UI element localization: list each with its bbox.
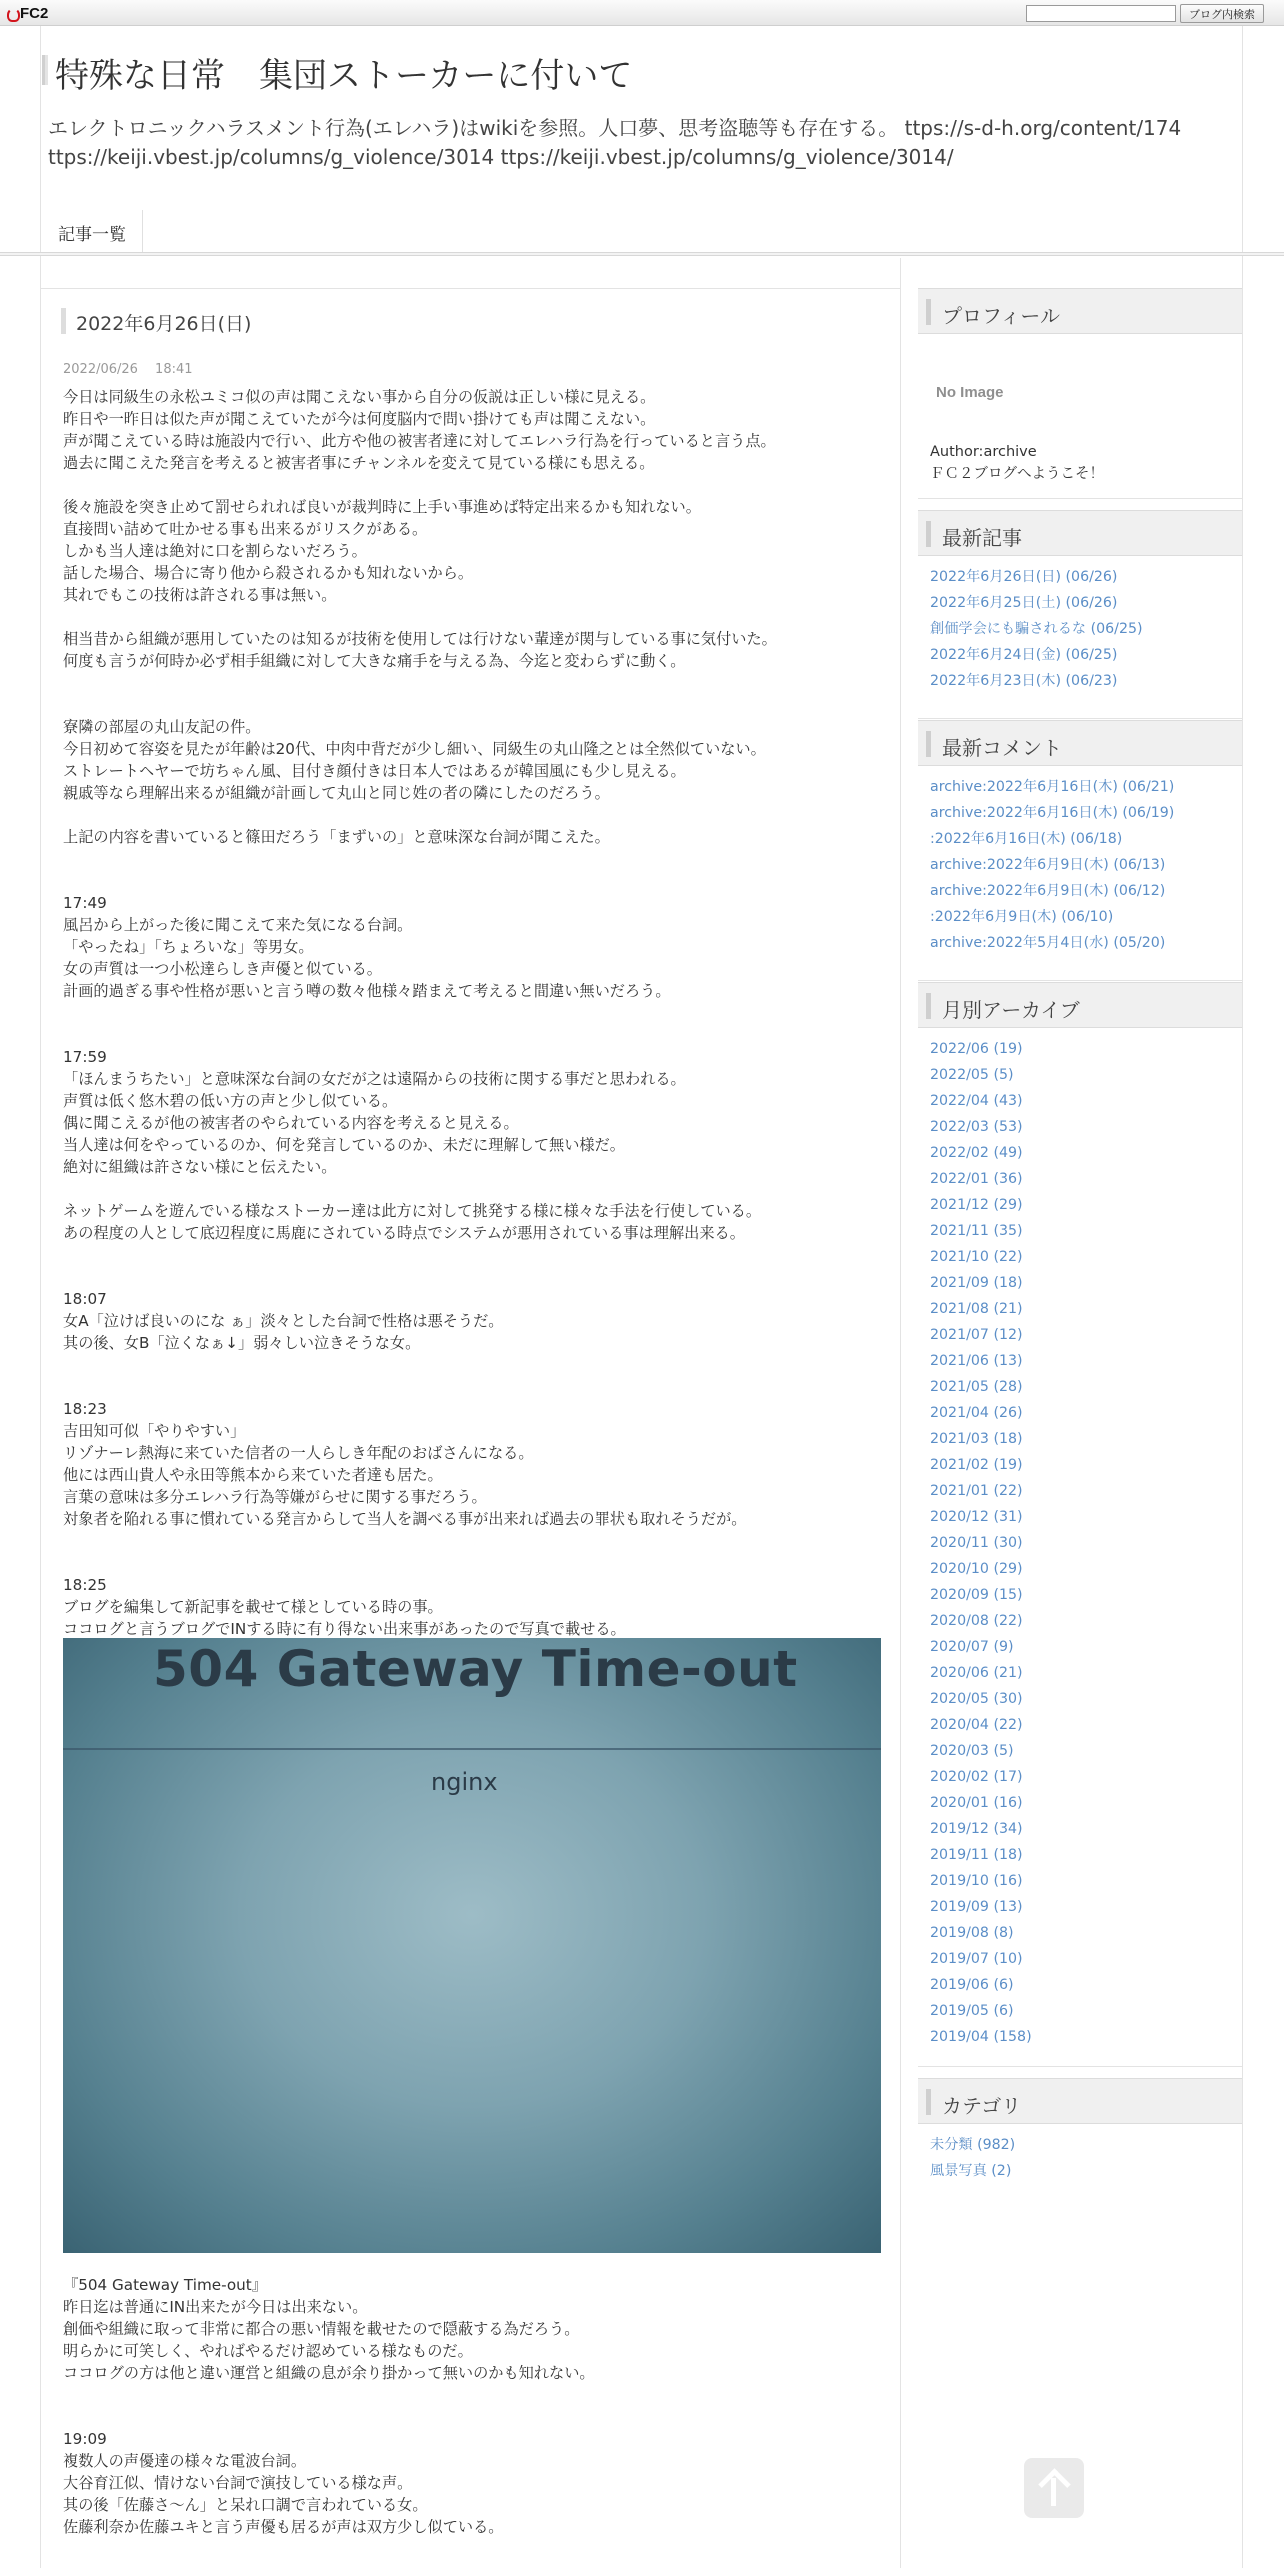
category-block [918,2078,1242,2192]
recent-comment-link[interactable]: archive:2022年6月16日(木) (06/21) [930,779,1175,795]
archive-month-link[interactable]: 2020/02 (17) [930,1769,1023,1785]
archive-month-link[interactable]: 2020/01 (16) [930,1795,1023,1811]
monthly-archive-heading-text: 月別アーカイブ [942,998,1080,1022]
archive-month-link[interactable]: 2019/05 (6) [930,2003,1014,2019]
recent-comment-link[interactable]: archive:2022年6月16日(木) (06/19) [930,805,1175,821]
archive-month-link[interactable]: 2021/03 (18) [930,1431,1023,1447]
category-heading [918,2078,1242,2124]
recent-comments-heading-text: 最新コメント [942,736,1062,760]
archive-month-link[interactable]: 2019/08 (8) [930,1925,1014,1941]
recent-entries-list [918,556,1242,702]
fc2-logo-text: FC2 [20,4,49,22]
archive-month-link[interactable]: 2021/02 (19) [930,1457,1023,1473]
recent-comment-link[interactable]: archive:2022年5月4日(水) (05/20) [930,935,1166,951]
recent-entries-heading [918,510,1242,556]
fc2-logo[interactable] [6,4,48,22]
archive-month-link[interactable]: 2019/12 (34) [930,1821,1023,1837]
fc2-toolbar [0,0,1284,26]
photo-subtext: nginx [431,1768,498,1796]
archive-month-link[interactable]: 2020/05 (30) [930,1691,1023,1707]
archive-month-link[interactable]: 2021/11 (35) [930,1223,1023,1239]
archive-month-link[interactable]: 2019/07 (10) [930,1951,1023,1967]
category-list [918,2124,1242,2192]
profile-heading-text: プロフィール [942,304,1060,328]
archive-month-link[interactable]: 2020/04 (22) [930,1717,1023,1733]
archive-month-link[interactable]: 2021/06 (13) [930,1353,1023,1369]
photo-headline: 504 Gateway Time-out [153,1640,798,1698]
archive-month-link[interactable]: 2019/10 (16) [930,1873,1023,1889]
entry-body-continued: 『504 Gateway Time-out』 昨日迄は普通にIN出来たが今日は出来ない。 創価や組織に取って非常に都合の悪い情報を載せたので隠蔽する為だろう。 明らかに可笑しく、やればやるだけ認めている様なものだ。 ココログの方は他と違い運営と組織の息が余り掛かって無いのかも知れない。 19:09 複数人の声優達の様々な電波台詞。 大谷育江似、情けない台詞で演技している様な声。 其の後「佐藤さ～ん」と呆れ口調で言われている女。 佐藤利奈か佐藤ユキと言う声優も居るが声は双方少し似ている。 [63,2276,595,2536]
archive-month-link[interactable]: 2020/09 (15) [930,1587,1023,1603]
archive-month-link[interactable]: 2022/06 (19) [930,1041,1023,1057]
archive-month-link[interactable]: 2022/04 (43) [930,1093,1023,1109]
archive-month-link[interactable]: 2022/01 (36) [930,1171,1023,1187]
sidebar-separator [918,980,1242,981]
blog-title[interactable]: 特殊な日常 集団ストーカーに付いて [55,56,633,96]
recent-comment-link[interactable]: :2022年6月16日(木) (06/18) [930,831,1123,847]
archive-month-link[interactable]: 2019/11 (18) [930,1847,1023,1863]
archive-month-link[interactable]: 2021/04 (26) [930,1405,1023,1421]
archive-month-link[interactable]: 2020/06 (21) [930,1665,1023,1681]
fc2-logo-icon [6,6,18,20]
archive-month-link[interactable]: 2021/12 (29) [930,1197,1023,1213]
archive-month-link[interactable]: 2020/08 (22) [930,1613,1023,1629]
archive-month-link[interactable]: 2020/10 (29) [930,1561,1023,1577]
recent-comments-list [918,766,1242,964]
photo-rule [63,1748,881,1750]
recent-comment-link[interactable]: :2022年6月9日(木) (06/10) [930,909,1114,925]
profile-welcome: ＦＣ２ブログへようこそ！ [930,466,1104,482]
entry-title-accent [61,308,66,334]
archive-month-link[interactable]: 2021/05 (28) [930,1379,1023,1395]
archive-month-link[interactable]: 2022/03 (53) [930,1119,1023,1135]
entry-body: 今日は同級生の永松ユミコ似の声は聞こえない事から自分の仮説は正しい様に見える。 昨日や一昨日は似た声が聞こえていたが今は何度脳内で問い掛けても声は聞こえない。 声が聞こえている時は施設内で行い、此方や他の被害者達に対してエレハラ行為を行っていると言う点。 過去に聞こえた発言を考えると被害者事にチャンネルを変えて見ている様にも思える。 後々施設を突き止めて罰せられれば良いが裁判時に上手い事進めば特定出来るかも知れない。 直接問い詰めて吐かせる事も出来るがリスクがある。 しかも当人達は絶対に口を割らないだろう。 話した場合、場合に寄り他から殺されるかも知れないから。 其れでもこの技術は許される事は無い。 相当昔から組織が悪用していたのは知るが技術を使用しては行けない輩達が関与している事に気付いた。 何度も言うが何時か必ず相手組織に対して大きな痛手を与える為、今迄と変わらずに動く。 寮隣の部屋の丸山友記の件。 今日初めて容姿を見たが年齢は20代、中肉中背だが少し細い、同級生の丸山隆之とは全然似ていない。 ストレートヘヤーで坊ちゃん風、目付き顔付きは日本人ではあるが韓国風にも少し見える。 親戚等なら理解出来るが組織が計画して丸山と同じ姓の者の隣にしたのだろう。 上記の内容を書いていると篠田だろう「まずいの」と意味深な台詞が聞こえた。 17:49 風呂から上がった後に聞こえて来た気になる台詞。 「やったね」「ちょろいな」等男女。 女の声質は一つ小松達らしき声優と似ている。 計画的過ぎる事や性格が悪いと言う噂の数々他様々踏まえて考えると間違い無いだろう。 17:59 「ほんまうちたい」と意味深な台詞の女だが之は遠隔からの技術に関する事だと思われる。 声質は低く悠木碧の低い方の声と少し似ている。 偶に聞こえるが他の被害者のやられている内容を考えると見える。 当人達は何をやっているのか、何を発言しているのか、未だに理解して無い様だ。 絶対に組織は許さない様にと伝えたい。 ネットゲームを遊んでいる様なストーカー達は此方に対して挑発する様に様々な手法を行使している。 あの程度の人として底辺程度に馬鹿にされている時点でシステムが悪用されている事は理解出来る。 18:07 女A「泣けば良いのにな ぁ」淡々とした台詞で性格は悪そうだ。 其の後、女B「泣くなぁ↓」弱々しい泣きそうな女。 18:23 吉田知可似「やりやすい」 リゾナーレ熱海に来ていた信者の一人らしき年配のおばさんになる。 他には西山貴人や永田等熊本から来ていた者達も居た。 言葉の意味は多分エレハラ行為等嫌がらせに関する事だろう。 対象者を陥れる事に慣れている発言からして当人を調べる事が出来れば過去の罪状も取れそうだが。 18:25 ブログを編集して新記事を載せて様としている時の事。 ココログと言うブログでINする時に有り得ない出来事があったので写真で載せる。 [63,388,777,1638]
profile-block [918,288,1242,493]
recent-comment-link[interactable]: archive:2022年6月9日(木) (06/13) [930,857,1166,873]
archive-month-link[interactable]: 2021/09 (18) [930,1275,1023,1291]
recent-entry-link[interactable]: 2022年6月25日(土) (06/26) [930,595,1118,611]
archive-month-link[interactable]: 2020/11 (30) [930,1535,1023,1551]
entry-date: 2022/06/26 18:41 [63,362,193,377]
blog-search-input[interactable] [1026,5,1176,22]
archive-month-link[interactable]: 2022/02 (49) [930,1145,1023,1161]
archive-month-link[interactable]: 2019/06 (6) [930,1977,1014,1993]
archive-month-link[interactable]: 2021/01 (22) [930,1483,1023,1499]
recent-comment-link[interactable]: archive:2022年6月9日(木) (06/12) [930,883,1166,899]
profile-heading [918,288,1242,334]
nav-item-article-list[interactable]: 記事一覧 [42,210,143,254]
header-divider [0,252,1284,256]
entry-title[interactable]: 2022年6月26日(日) [76,313,252,335]
archive-month-link[interactable]: 2020/12 (31) [930,1509,1023,1525]
main-top-rule [41,288,901,289]
archive-month-link[interactable]: 2019/09 (13) [930,1899,1023,1915]
blog-search-button[interactable]: ブログ内検索 [1180,4,1264,23]
archive-month-link[interactable]: 2021/10 (22) [930,1249,1023,1265]
archive-month-link[interactable]: 2019/04 (158) [930,2029,1032,2045]
title-accent-bar [42,55,48,85]
profile-author: Author:archive [930,444,1037,460]
entry-photo[interactable] [63,1638,881,2253]
recent-entry-link[interactable]: 2022年6月23日(木) (06/23) [930,673,1118,689]
archive-month-link[interactable]: 2020/07 (9) [930,1639,1014,1655]
profile-no-image: No Image [936,384,1004,401]
recent-comments-block [918,720,1242,964]
frame-right-border [1242,26,1243,2568]
monthly-archive-block [918,982,1242,2058]
recent-entry-link[interactable]: 2022年6月24日(金) (06/25) [930,647,1118,663]
recent-entries-block [918,510,1242,702]
monthly-archive-list [918,1028,1242,2058]
scroll-to-top-icon[interactable] [1024,2458,1084,2518]
recent-entry-link[interactable]: 創価学会にも騙されるな (06/25) [930,621,1143,637]
recent-entry-link[interactable]: 2022年6月26日(日) (06/26) [930,569,1118,585]
archive-month-link[interactable]: 2021/08 (21) [930,1301,1023,1317]
sidebar-separator [918,498,1242,499]
recent-comments-heading [918,720,1242,766]
archive-month-link[interactable]: 2021/07 (12) [930,1327,1023,1343]
global-nav [42,210,1242,254]
archive-month-link[interactable]: 2020/03 (5) [930,1743,1014,1759]
recent-entries-heading-text: 最新記事 [942,526,1022,550]
category-link[interactable]: 風景写真 (2) [930,2163,1012,2179]
sidebar-separator [918,718,1242,719]
blog-description: エレクトロニックハラスメント行為(エレハラ)はwikiを参照。人口夢、思考盗聴等も存在する。 ttps://s-d-h.org/content/174 ttps://keiji.vbest.jp/columns/g_violence/3014 ttps://keiji.vbest.jp/columns/g_violence/3014/ [48,116,1182,169]
sidebar-separator [918,2066,1242,2067]
monthly-archive-heading [918,982,1242,1028]
archive-month-link[interactable]: 2022/05 (5) [930,1067,1014,1083]
category-link[interactable]: 未分類 (982) [930,2137,1016,2153]
main-column [41,258,901,2568]
category-heading-text: カテゴリ [942,2094,1022,2118]
